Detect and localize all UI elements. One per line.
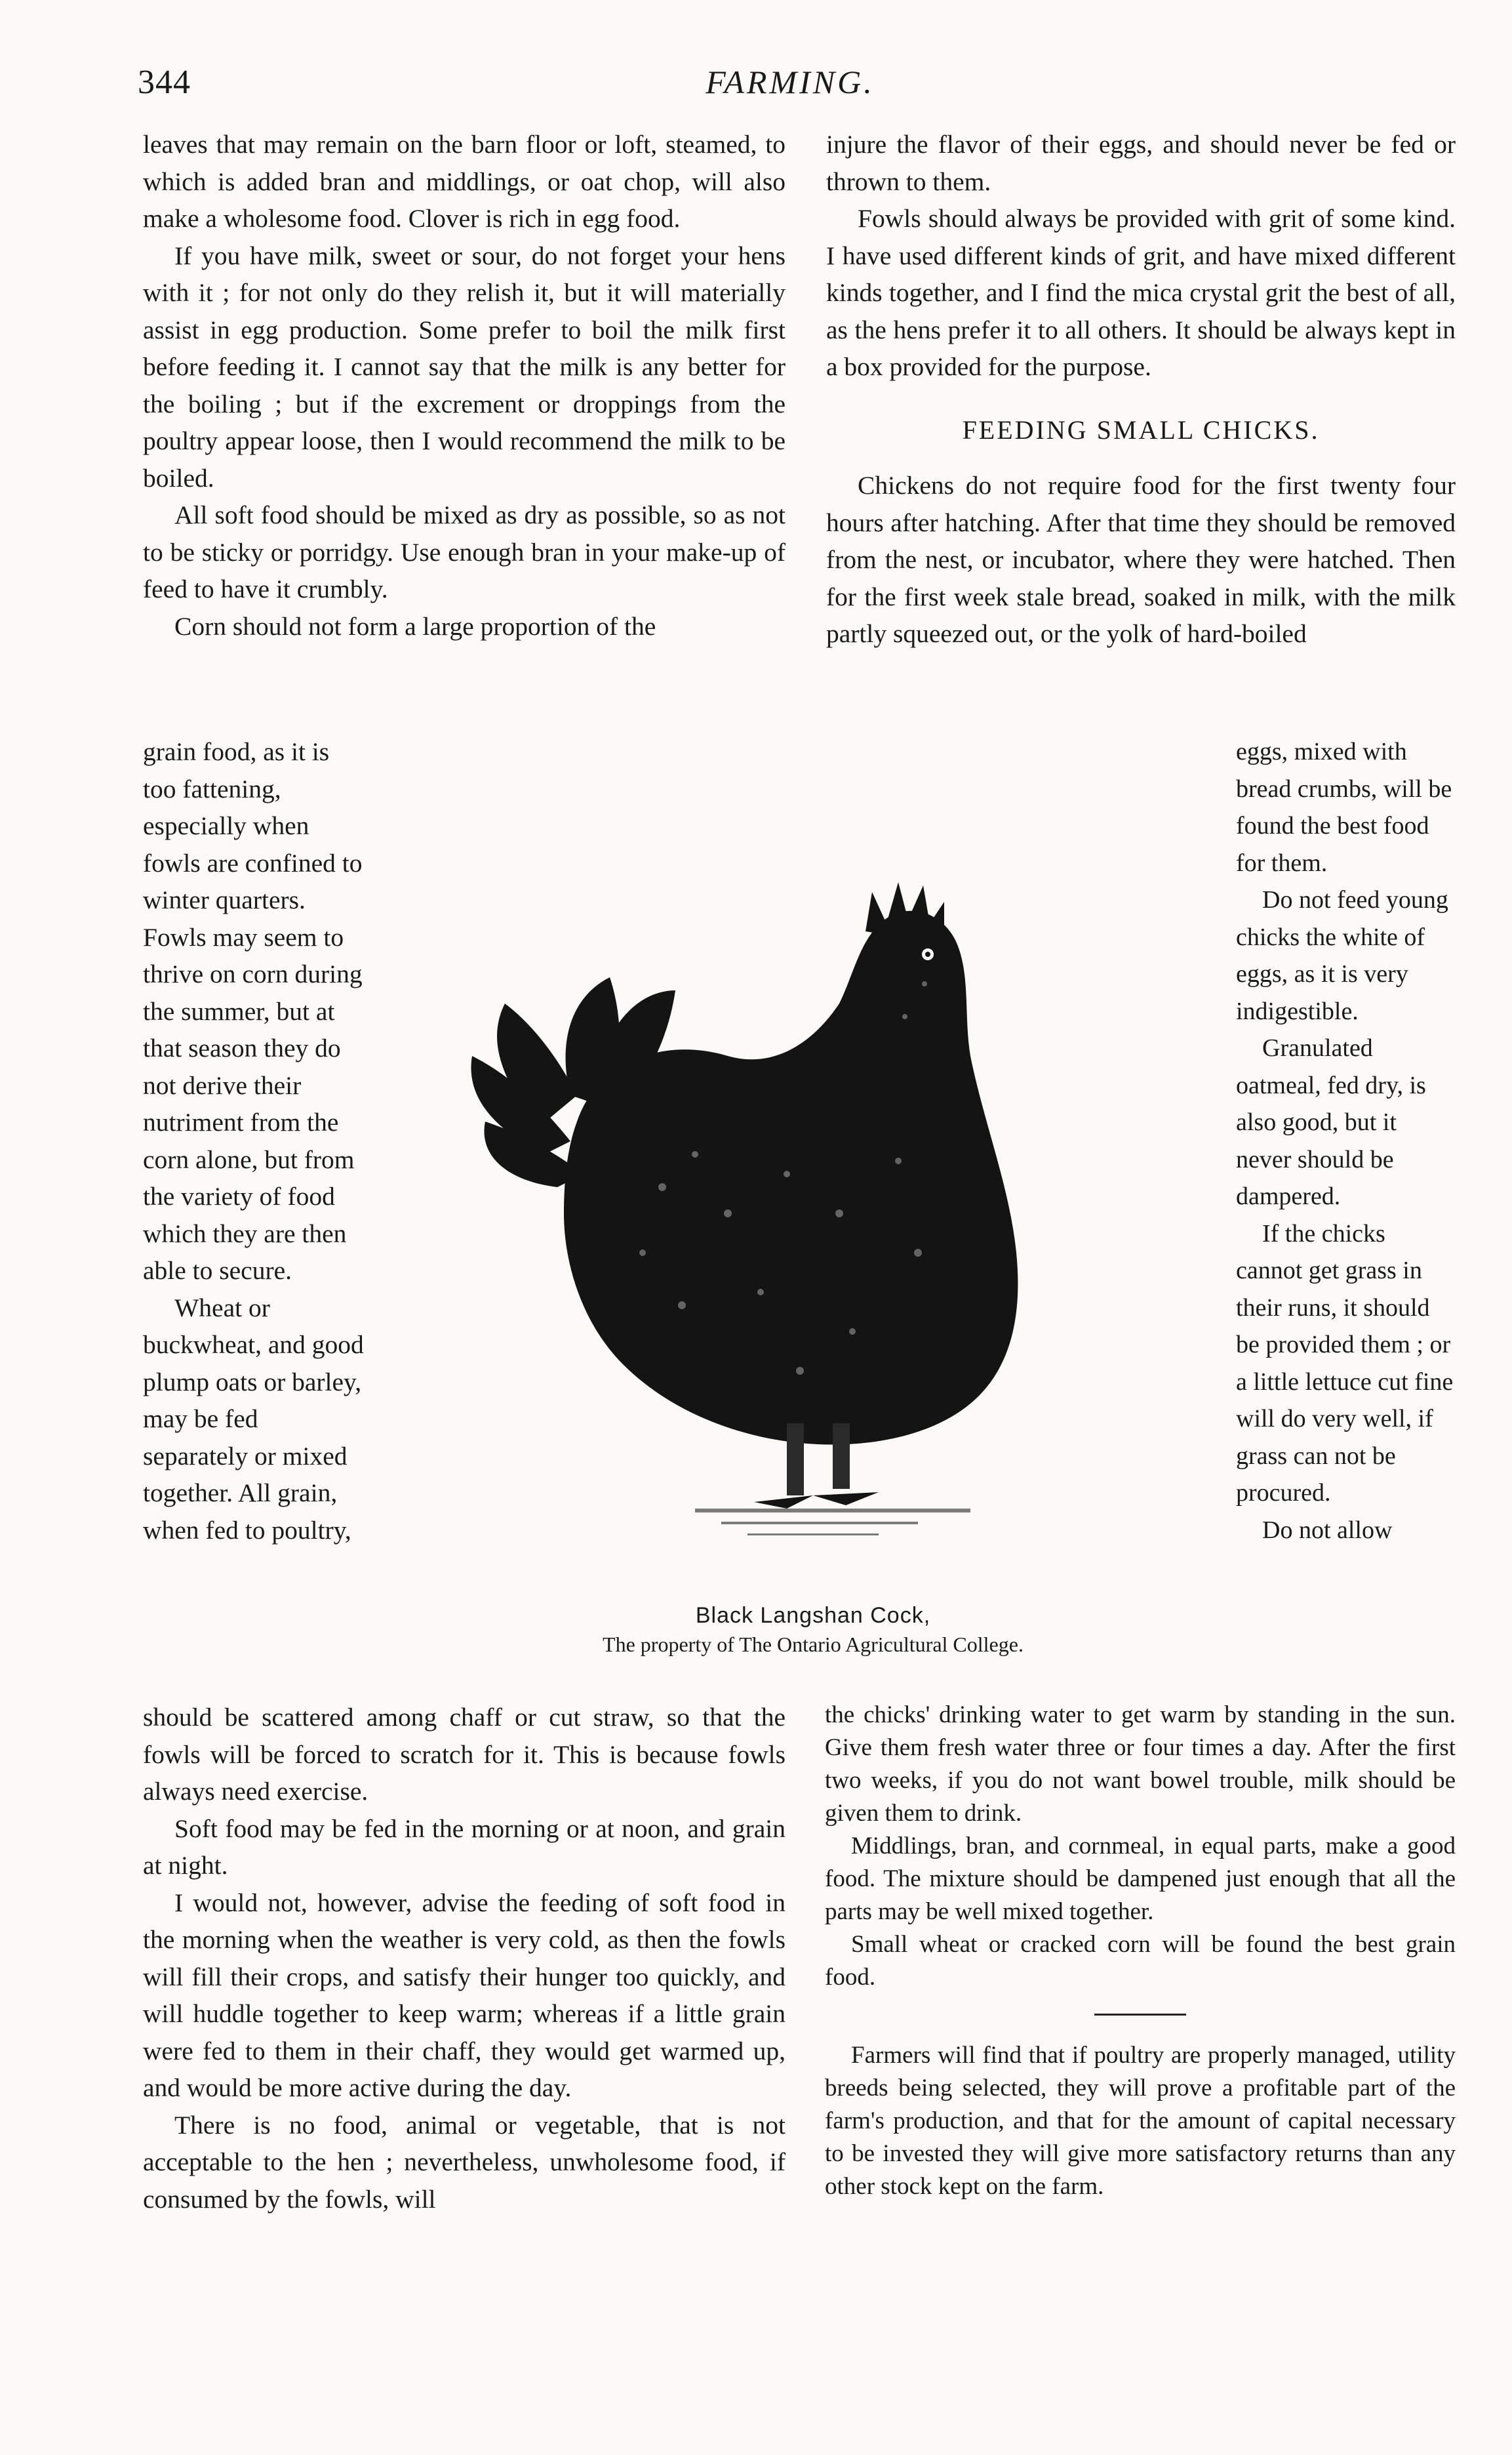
rooster-icon — [446, 846, 1193, 1587]
paragraph: There is no food, animal or vegetable, that is not acceptable to the hen ; nevertheless, unwholesome food, if consumed by the fowls, will — [143, 2110, 786, 2214]
paragraph: Chickens do not require food for the first twenty four hours after hatching. After that time they should be removed from the nest, or incubator, where they were hatched. Then for the first week stale bread, soaked in milk, with the milk partly squeezed out, or the yolk of hard-boiled — [826, 471, 1456, 648]
paragraph: should be scattered among chaff or cut straw, so that the fowls will be forced to scratch for it. This is because fowls always need exercise. — [143, 1703, 786, 1806]
paragraph: the chicks' drinking water to get warm by standing in the sun. Give them fresh water three or four times a day. After the first two weeks, if you do not want bowel trouble, milk should be given them to drink. — [825, 1701, 1456, 1827]
paragraph: leaves that may remain on the barn floor or loft, steamed, to which is added bran and middlings, or oat chop, will also make a wholesome food. Clover is rich in egg food. — [143, 130, 786, 233]
rooster-illustration — [446, 846, 1193, 1587]
page-header — [138, 63, 1442, 109]
paragraph: Middlings, bran, and cornmeal, in equal parts, make a good food. The mixture should be dampened just enough that all the parts may be well mixed together. — [825, 1833, 1456, 1925]
right-column-wrap — [1236, 733, 1456, 1549]
figure-caption — [420, 1600, 1206, 1658]
paragraph: injure the flavor of their eggs, and should never be fed or thrown to them. — [826, 130, 1456, 196]
paragraph: grain food, as it is too fattening, especially when fowls are confined to winter quarters. Fowls may seem to thrive on corn during the summer, but at that season they do not derive their nutriment from the corn alone, but from the variety of food which they are then able to secure. — [143, 737, 363, 1285]
left-column-bottom — [143, 1699, 786, 2218]
paragraph: Small wheat or cracked corn will be found the best grain food. — [825, 1931, 1456, 1991]
section-heading: FEEDING SMALL CHICKS. — [962, 415, 1320, 445]
caption-subtitle: The property of The Ontario Agricultural College. — [603, 1633, 1024, 1656]
closing-paragraph: Farmers will find that if poultry are properly managed, utility breeds being selected, they will prove a profitable part of the farm's production, and that for the amount of capital necessary to be invested they will give more satisfactory returns than any other stock kept on the farm. — [825, 2042, 1456, 2200]
left-column-wrap — [143, 733, 366, 1549]
paragraph: If the chicks cannot get grass in their runs, it should be provided them ; or a little lettuce cut fine will do very well, if grass can not be procured. — [1236, 1219, 1454, 1507]
page-number: 344 — [138, 64, 191, 101]
paragraph: Wheat or buckwheat, and good plump oats or barley, may be fed separately or mixed together. All grain, when fed to poultry, — [143, 1293, 364, 1545]
paragraph: I would not, however, advise the feeding of soft food in the morning when the weather is very cold, as then the fowls will fill their crops, and satisfy their hunger too quickly, and will huddle together to keep warm; whereas if a little grain were fed to them in their chaff, they would get warmed up, and would be more active during the day. — [143, 1888, 786, 2102]
right-column-top — [826, 126, 1456, 653]
paragraph: eggs, mixed with bread crumbs, will be found the best food for them. — [1236, 738, 1452, 877]
running-title: FARMING. — [706, 64, 875, 100]
section-divider — [1094, 2014, 1186, 2016]
paragraph: If you have milk, sweet or sour, do not forget your hens with it ; for not only do they relish it, but it will materially assist in egg production. Some prefer to boil the milk first before feeding it. I cannot say that the milk is any better for the boiling ; but if the excrement or droppings from the poultry appear loose, then I would recommend the milk to be boiled. — [143, 241, 786, 493]
paragraph: Corn should not form a large proportion of the — [174, 611, 656, 641]
right-column-bottom — [825, 1699, 1456, 2203]
paragraph: Do not allow — [1262, 1516, 1393, 1544]
caption-title: Black Langshan Cock, — [695, 1603, 931, 1628]
paragraph: Do not feed young chicks the white of eggs, as it is very indigestible. — [1236, 886, 1448, 1025]
paragraph: Granulated oatmeal, fed dry, is also good, but it never should be dampered. — [1236, 1034, 1426, 1210]
paragraph: All soft food should be mixed as dry as possible, so as not to be sticky or porridgy. Use enough bran in your make-up of feed to have it crumbly. — [143, 500, 786, 603]
left-column-top — [143, 126, 786, 645]
paragraph: Soft food may be fed in the morning or at noon, and grain at night. — [143, 1814, 786, 1880]
paragraph: Fowls should always be provided with grit of some kind. I have used different kinds of grit, and have mixed different kinds together, and I find the mica crystal grit the best of all, as the hens prefer it to all others. It should be always kept in a box provided for the purpose. — [826, 204, 1456, 381]
